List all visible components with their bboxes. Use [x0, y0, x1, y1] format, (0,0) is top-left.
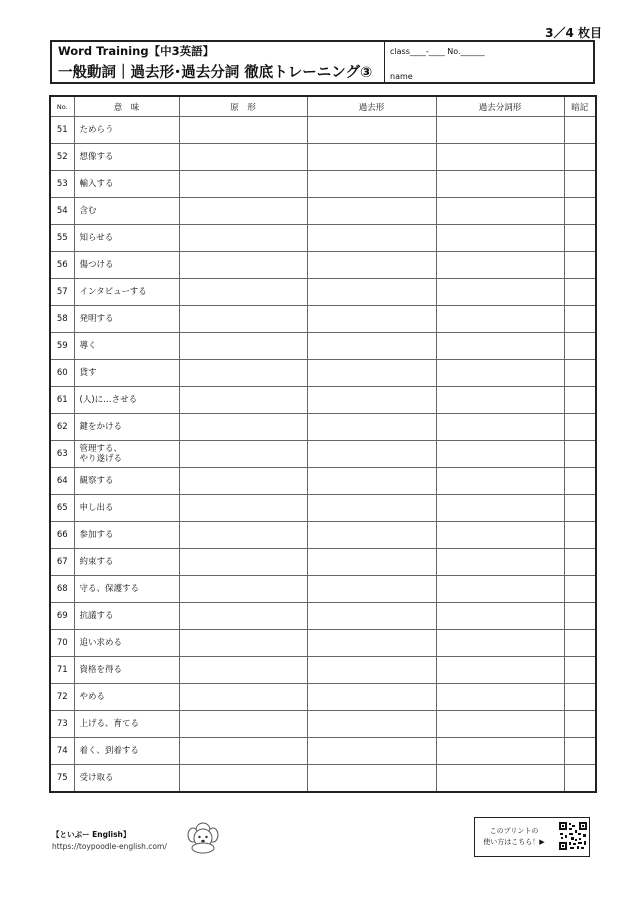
row-meaning: 貸す — [74, 360, 179, 387]
row-number: 60 — [50, 360, 74, 387]
row-meaning: ためらう — [74, 117, 179, 144]
row-number: 68 — [50, 576, 74, 603]
row-meaning: 傷つける — [74, 252, 179, 279]
row-number: 62 — [50, 414, 74, 441]
past-form-answer-cell[interactable] — [307, 522, 436, 549]
past-form-answer-cell[interactable] — [307, 603, 436, 630]
row-number: 70 — [50, 630, 74, 657]
row-meaning: 受け取る — [74, 765, 179, 793]
past-form-answer-cell[interactable] — [307, 279, 436, 306]
base-form-answer-cell[interactable] — [179, 684, 307, 711]
table-row — [50, 144, 596, 171]
col-header-past-participle: 過去分詞形 — [436, 96, 564, 117]
base-form-answer-cell[interactable] — [179, 495, 307, 522]
table-row — [50, 684, 596, 711]
worksheet-header — [50, 40, 595, 84]
row-number: 55 — [50, 225, 74, 252]
base-form-answer-cell[interactable] — [179, 711, 307, 738]
name-field[interactable]: name — [390, 72, 413, 81]
memorized-check-cell[interactable] — [564, 198, 596, 225]
usage-guide-text — [475, 826, 553, 848]
past-participle-answer-cell[interactable] — [436, 198, 564, 225]
base-form-answer-cell[interactable] — [179, 414, 307, 441]
memorized-check-cell[interactable] — [564, 252, 596, 279]
base-form-answer-cell[interactable] — [179, 576, 307, 603]
base-form-answer-cell[interactable] — [179, 657, 307, 684]
past-participle-answer-cell[interactable] — [436, 657, 564, 684]
past-form-answer-cell[interactable] — [307, 387, 436, 414]
past-form-answer-cell[interactable] — [307, 711, 436, 738]
memorized-check-cell[interactable] — [564, 414, 596, 441]
worksheet-subtitle: Word Training【中3英語】 — [58, 44, 215, 58]
past-form-answer-cell[interactable] — [307, 576, 436, 603]
base-form-answer-cell[interactable] — [179, 225, 307, 252]
usage-guide-line2: 使い方はこちら！▶ — [483, 838, 545, 846]
past-participle-answer-cell[interactable] — [436, 387, 564, 414]
past-form-answer-cell[interactable] — [307, 306, 436, 333]
past-participle-answer-cell[interactable] — [436, 603, 564, 630]
row-number: 59 — [50, 333, 74, 360]
word-training-table — [49, 95, 597, 793]
table-row — [50, 117, 596, 144]
col-header-meaning: 意 味 — [74, 96, 179, 117]
table-row — [50, 495, 596, 522]
past-form-answer-cell[interactable] — [307, 360, 436, 387]
row-number: 54 — [50, 198, 74, 225]
worksheet-title: 一般動詞｜過去形･過去分詞 徹底トレーニング③ — [58, 65, 373, 81]
base-form-answer-cell[interactable] — [179, 603, 307, 630]
class-number-field[interactable]: class____-____ No.______ — [390, 47, 485, 56]
memorized-check-cell[interactable] — [564, 468, 596, 495]
table-row — [50, 225, 596, 252]
base-form-answer-cell[interactable] — [179, 306, 307, 333]
memorized-check-cell[interactable] — [564, 441, 596, 468]
past-participle-answer-cell[interactable] — [436, 630, 564, 657]
table-row — [50, 306, 596, 333]
base-form-answer-cell[interactable] — [179, 522, 307, 549]
table-row — [50, 657, 596, 684]
past-participle-answer-cell[interactable] — [436, 360, 564, 387]
row-meaning: 追い求める — [74, 630, 179, 657]
table-row — [50, 387, 596, 414]
qr-code-icon[interactable] — [558, 821, 588, 851]
past-form-answer-cell[interactable] — [307, 495, 436, 522]
row-number: 72 — [50, 684, 74, 711]
past-form-answer-cell[interactable] — [307, 225, 436, 252]
base-form-answer-cell[interactable] — [179, 279, 307, 306]
memorized-check-cell[interactable] — [564, 495, 596, 522]
usage-guide-line1: このプリントの — [489, 827, 539, 835]
base-form-answer-cell[interactable] — [179, 333, 307, 360]
past-form-answer-cell[interactable] — [307, 117, 436, 144]
row-meaning: (人)に…させる — [74, 387, 179, 414]
row-number: 64 — [50, 468, 74, 495]
table-row — [50, 198, 596, 225]
memorized-check-cell[interactable] — [564, 738, 596, 765]
memorized-check-cell[interactable] — [564, 360, 596, 387]
table-row — [50, 279, 596, 306]
row-meaning: やめる — [74, 684, 179, 711]
row-number: 75 — [50, 765, 74, 793]
base-form-answer-cell[interactable] — [179, 144, 307, 171]
past-form-answer-cell[interactable] — [307, 657, 436, 684]
base-form-answer-cell[interactable] — [179, 198, 307, 225]
table-row — [50, 522, 596, 549]
base-form-answer-cell[interactable] — [179, 387, 307, 414]
memorized-check-cell[interactable] — [564, 144, 596, 171]
table-row — [50, 333, 596, 360]
row-meaning: 発明する — [74, 306, 179, 333]
site-url-link[interactable]: https://toypoodle-english.com/ — [52, 842, 167, 851]
row-number: 63 — [50, 441, 74, 468]
past-form-answer-cell[interactable] — [307, 441, 436, 468]
memorized-check-cell[interactable] — [564, 765, 596, 793]
table-row — [50, 711, 596, 738]
memorized-check-cell[interactable] — [564, 603, 596, 630]
past-participle-answer-cell[interactable] — [436, 414, 564, 441]
row-number: 65 — [50, 495, 74, 522]
past-form-answer-cell[interactable] — [307, 765, 436, 793]
row-meaning: 輸入する — [74, 171, 179, 198]
row-number: 66 — [50, 522, 74, 549]
past-participle-answer-cell[interactable] — [436, 684, 564, 711]
memorized-check-cell[interactable] — [564, 576, 596, 603]
past-form-answer-cell[interactable] — [307, 468, 436, 495]
memorized-check-cell[interactable] — [564, 333, 596, 360]
table-row — [50, 360, 596, 387]
table-header-row — [50, 96, 596, 117]
row-meaning: 鍵をかける — [74, 414, 179, 441]
row-meaning: 資格を得る — [74, 657, 179, 684]
row-meaning: 上げる、育てる — [74, 711, 179, 738]
memorized-check-cell[interactable] — [564, 711, 596, 738]
col-header-no: No. — [50, 96, 74, 117]
memorized-check-cell[interactable] — [564, 549, 596, 576]
row-meaning: 知らせる — [74, 225, 179, 252]
table-row — [50, 414, 596, 441]
memorized-check-cell[interactable] — [564, 306, 596, 333]
past-form-answer-cell[interactable] — [307, 684, 436, 711]
past-participle-answer-cell[interactable] — [436, 522, 564, 549]
past-participle-answer-cell[interactable] — [436, 468, 564, 495]
table-row — [50, 468, 596, 495]
past-form-answer-cell[interactable] — [307, 144, 436, 171]
past-form-answer-cell[interactable] — [307, 630, 436, 657]
row-meaning: 含む — [74, 198, 179, 225]
row-number: 51 — [50, 117, 74, 144]
table-row — [50, 765, 596, 793]
past-participle-answer-cell[interactable] — [436, 549, 564, 576]
col-header-base-form: 原 形 — [179, 96, 307, 117]
student-info-block — [385, 42, 593, 82]
table-row — [50, 603, 596, 630]
row-number: 53 — [50, 171, 74, 198]
past-form-answer-cell[interactable] — [307, 252, 436, 279]
past-form-answer-cell[interactable] — [307, 198, 436, 225]
table-row — [50, 171, 596, 198]
past-participle-answer-cell[interactable] — [436, 738, 564, 765]
row-meaning: 参加する — [74, 522, 179, 549]
table-row — [50, 441, 596, 468]
base-form-answer-cell[interactable] — [179, 468, 307, 495]
past-participle-answer-cell[interactable] — [436, 306, 564, 333]
memorized-check-cell[interactable] — [564, 279, 596, 306]
row-meaning: 管理する、 やり遂げる — [74, 441, 179, 468]
page-number: 3／4 枚目 — [545, 26, 602, 40]
poodle-mascot-icon — [184, 820, 222, 854]
brand-name: 【といぷー English】 — [52, 830, 131, 839]
base-form-answer-cell[interactable] — [179, 171, 307, 198]
row-meaning: 導く — [74, 333, 179, 360]
row-meaning: 約束する — [74, 549, 179, 576]
row-number: 57 — [50, 279, 74, 306]
base-form-answer-cell[interactable] — [179, 252, 307, 279]
past-participle-answer-cell[interactable] — [436, 171, 564, 198]
row-number: 52 — [50, 144, 74, 171]
base-form-answer-cell[interactable] — [179, 630, 307, 657]
past-form-answer-cell[interactable] — [307, 549, 436, 576]
past-participle-answer-cell[interactable] — [436, 495, 564, 522]
row-meaning: 守る、保護する — [74, 576, 179, 603]
past-form-answer-cell[interactable] — [307, 171, 436, 198]
row-number: 61 — [50, 387, 74, 414]
base-form-answer-cell[interactable] — [179, 441, 307, 468]
row-number: 69 — [50, 603, 74, 630]
row-number: 58 — [50, 306, 74, 333]
past-participle-answer-cell[interactable] — [436, 765, 564, 793]
col-header-past: 過去形 — [307, 96, 436, 117]
row-meaning: 申し出る — [74, 495, 179, 522]
memorized-check-cell[interactable] — [564, 117, 596, 144]
base-form-answer-cell[interactable] — [179, 549, 307, 576]
title-block — [52, 42, 385, 82]
table-row — [50, 738, 596, 765]
row-number: 71 — [50, 657, 74, 684]
memorized-check-cell[interactable] — [564, 522, 596, 549]
memorized-check-cell[interactable] — [564, 171, 596, 198]
row-meaning: 想像する — [74, 144, 179, 171]
row-number: 67 — [50, 549, 74, 576]
base-form-answer-cell[interactable] — [179, 117, 307, 144]
past-participle-answer-cell[interactable] — [436, 252, 564, 279]
past-participle-answer-cell[interactable] — [436, 225, 564, 252]
col-header-memorized: 暗記 — [564, 96, 596, 117]
memorized-check-cell[interactable] — [564, 657, 596, 684]
base-form-answer-cell[interactable] — [179, 738, 307, 765]
row-meaning: 抗議する — [74, 603, 179, 630]
table-row — [50, 252, 596, 279]
past-participle-answer-cell[interactable] — [436, 333, 564, 360]
past-participle-answer-cell[interactable] — [436, 576, 564, 603]
past-participle-answer-cell[interactable] — [436, 117, 564, 144]
past-participle-answer-cell[interactable] — [436, 144, 564, 171]
memorized-check-cell[interactable] — [564, 225, 596, 252]
row-meaning: 観察する — [74, 468, 179, 495]
row-number: 73 — [50, 711, 74, 738]
row-number: 56 — [50, 252, 74, 279]
base-form-answer-cell[interactable] — [179, 360, 307, 387]
memorized-check-cell[interactable] — [564, 630, 596, 657]
past-form-answer-cell[interactable] — [307, 414, 436, 441]
table-row — [50, 549, 596, 576]
table-row — [50, 576, 596, 603]
base-form-answer-cell[interactable] — [179, 765, 307, 793]
memorized-check-cell[interactable] — [564, 684, 596, 711]
row-meaning: 着く、到着する — [74, 738, 179, 765]
row-meaning: インタビューする — [74, 279, 179, 306]
past-form-answer-cell[interactable] — [307, 738, 436, 765]
memorized-check-cell[interactable] — [564, 387, 596, 414]
past-participle-answer-cell[interactable] — [436, 441, 564, 468]
table-row — [50, 630, 596, 657]
past-participle-answer-cell[interactable] — [436, 711, 564, 738]
past-participle-answer-cell[interactable] — [436, 279, 564, 306]
past-form-answer-cell[interactable] — [307, 333, 436, 360]
row-number: 74 — [50, 738, 74, 765]
